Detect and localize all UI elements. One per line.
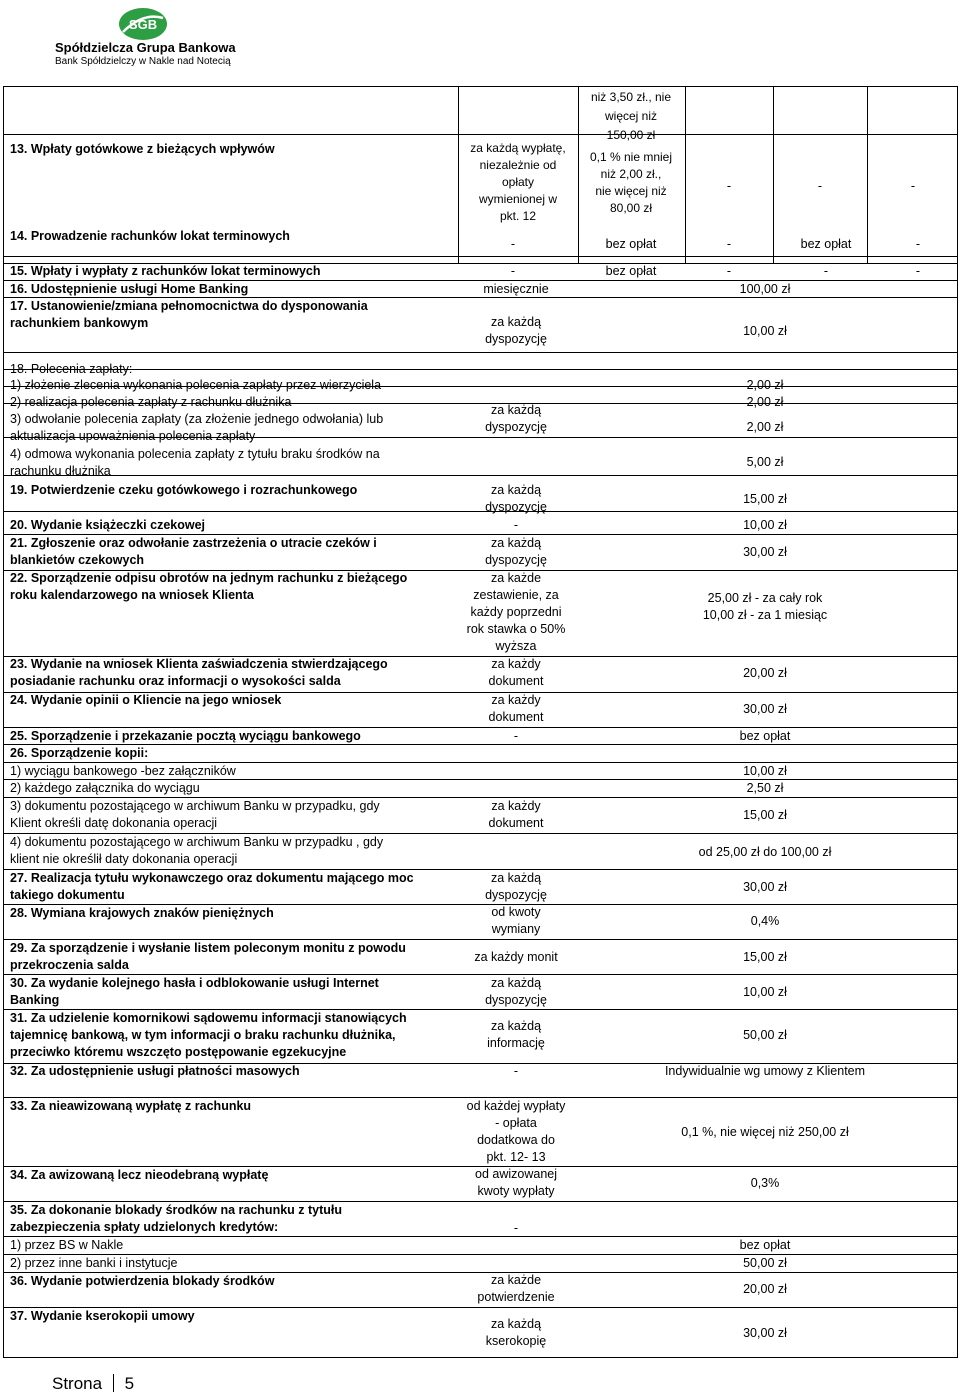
r37-unit: kserokopię (485, 1334, 547, 1348)
r32-label: 32. Za udostępnienie usługi płatności masowych (10, 1064, 300, 1078)
r24-unit: dokument (488, 710, 544, 724)
r27-label: 27. Realizacja tytułu wykonawczego oraz dokumentu mającego moc (10, 871, 414, 885)
r18_4-label: rachunku dłużnika (10, 464, 111, 478)
r35_1-fee: bez opłat (739, 1238, 791, 1252)
row-14-cell: bez opłat (800, 237, 852, 251)
r36-fee: 20,00 zł (743, 1282, 787, 1296)
r35_unit-unit: - (513, 1221, 519, 1235)
r25-fee: bez opłat (739, 729, 791, 743)
r30-unit: za każdą (490, 976, 542, 990)
r28-fee: 0,4% (750, 914, 780, 928)
r27-unit: dyspozycję (485, 888, 547, 902)
r22-label: 22. Sporządzenie odpisu obrotów na jednym rachunku z bieżącego (10, 571, 408, 585)
r17-unit: dyspozycję (485, 332, 547, 346)
r35-label: 35. Za dokonanie blokady środków na rachunku z tytułu (10, 1203, 343, 1217)
r29-fee: 15,00 zł (743, 950, 787, 964)
r23-label: posiadanie rachunku oraz informacji o wysokości salda (10, 674, 341, 688)
r20-fee: 10,00 zł (743, 518, 787, 532)
logo-abbr: SGB (128, 17, 158, 32)
row-14-cell: - (510, 237, 516, 251)
r28-label: 28. Wymiana krajowych znaków pieniężnych (10, 906, 274, 920)
row-13-dash: - (817, 179, 823, 193)
r30-label: Banking (10, 993, 60, 1007)
row-13-fee-pct: nie więcej niż (595, 184, 667, 198)
r16-unit: miesięcznie (483, 282, 549, 296)
r31-label: tajemnicę bankową, w tym informacji o braku rachunku dłużnika, (10, 1028, 396, 1042)
r23-unit: dokument (488, 674, 544, 688)
r21-fee: 30,00 zł (743, 545, 787, 559)
r29-unit: za każdy monit (474, 950, 558, 964)
r26_2-label: 2) każdego załącznika do wyciągu (10, 781, 200, 795)
r26_unit-unit: dokument (488, 816, 544, 830)
r26_1-fee: 10,00 zł (743, 764, 787, 778)
r24-fee: 30,00 zł (743, 702, 787, 716)
page-footer (52, 1374, 134, 1394)
r36-label: 36. Wydanie potwierdzenia blokady środków (10, 1274, 275, 1288)
r33-fee: 0,1 %, nie więcej niż 250,00 zł (681, 1125, 849, 1139)
table-rule (3, 475, 958, 476)
r31-label: przeciwko któremu wszczęto postępowanie egzekucyjne (10, 1045, 347, 1059)
r34-unit: od awizowanej (475, 1167, 557, 1181)
row-14-cell: - (915, 237, 921, 251)
r33-unit: dodatkowa do (477, 1133, 555, 1147)
r35_1-label: 1) przez BS w Nakle (10, 1238, 124, 1252)
org-name: Spółdzielcza Grupa Bankowa (55, 40, 236, 55)
r30-label: 30. Za wydanie kolejnego hasła i odblokowanie usługi Internet (10, 976, 379, 990)
row-14-label: 14. Prowadzenie rachunków lokat terminowych (10, 229, 290, 243)
r23-label: 23. Wydanie na wniosek Klienta zaświadczenia stwierdzającego (10, 657, 388, 671)
r18_4-fee: 5,00 zł (746, 455, 784, 469)
table-rule (3, 256, 958, 257)
r29-label: przekroczenia salda (10, 958, 129, 972)
r18_2-label: 2) realizacja polecenia zapłaty z rachunku dłużnika (10, 395, 292, 409)
r18_1-fee: 2,00 zł (746, 378, 784, 392)
r17-unit: za każdą (490, 315, 542, 329)
r21-label: blankietów czekowych (10, 553, 145, 567)
r26_3-label: Klient określi datę dokonania operacji (10, 816, 218, 830)
r24-label: 24. Wydanie opinii o Kliencie na jego wniosek (10, 693, 282, 707)
r28-unit: wymiany (491, 922, 541, 936)
table-rule (3, 352, 958, 353)
r22-unit: zestawienie, za (473, 588, 559, 602)
r33-unit: pkt. 12- 13 (486, 1150, 546, 1164)
r22-fee: 10,00 zł - za 1 miesiąc (702, 608, 828, 622)
r18_1-label: 1) złożenie zlecenia wykonania polecenia zapłaty przez wierzyciela (10, 378, 382, 392)
r18_3-fee: 2,00 zł (746, 420, 784, 434)
r24-unit: za każdy (491, 693, 541, 707)
r28-unit: od kwoty (491, 905, 541, 919)
r22-unit: rok stawka o 50% (466, 622, 566, 636)
row-13-unit: opłaty (501, 175, 535, 189)
r18_4-label: 4) odmowa wykonania polecenia zapłaty z tytułu braku środków na (10, 447, 380, 461)
r20-label: 20. Wydanie książeczki czekowej (10, 518, 206, 532)
page-number: 5 (124, 1374, 135, 1393)
r18_unit-unit: za każdą (490, 403, 542, 417)
r17-fee: 10,00 zł (743, 324, 787, 338)
footer-divider (113, 1374, 114, 1392)
row-13-label: 13. Wpłaty gotówkowe z bieżących wpływów (10, 142, 275, 156)
r17-label: 17. Ustanowienie/zmiana pełnomocnictwa do dysponowania (10, 299, 368, 313)
row-15-label: 15. Wpłaty i wypłaty z rachunków lokat terminowych (10, 264, 321, 278)
r19-fee: 15,00 zł (743, 492, 787, 506)
r26_4-label: klient nie określił daty dokonania operacji (10, 852, 238, 866)
row-13-fee-pct: 0,1 % nie mniej (589, 150, 673, 164)
r19-unit: za każdą (490, 483, 542, 497)
r26_3-label: 3) dokumentu pozostającego w archiwum Banku w przypadku, gdy (10, 799, 380, 813)
sgb-logo-icon (117, 6, 169, 42)
r34-fee: 0,3% (750, 1176, 780, 1190)
r23-unit: za każdy (491, 657, 541, 671)
r16-label: 16. Udostępnienie usługi Home Banking (10, 282, 249, 296)
r34-unit: kwoty wypłaty (477, 1184, 555, 1198)
r26_2-fee: 2,50 zł (746, 781, 784, 795)
r32-unit: - (513, 1064, 519, 1078)
row-13-fee-min: więcej niż (604, 109, 658, 123)
r30-fee: 10,00 zł (743, 985, 787, 999)
r25-unit: - (513, 729, 519, 743)
row-15-cell: bez opłat (605, 264, 657, 278)
r35_2-fee: 50,00 zł (743, 1256, 787, 1270)
r34-label: 34. Za awizowaną lecz nieodebraną wypłatę (10, 1168, 269, 1182)
r33-unit: od każdej wypłaty (466, 1099, 566, 1113)
row-13-fee-min: niż 3,50 zł., nie (590, 90, 672, 104)
r30-unit: dyspozycję (485, 993, 547, 1007)
r22-label: roku kalendarzowego na wniosek Klienta (10, 588, 254, 602)
r27-unit: za każdą (490, 871, 542, 885)
r36-unit: za każde (490, 1273, 542, 1287)
r37-unit: za każdą (490, 1317, 542, 1331)
row-15-cell: - (823, 264, 829, 278)
r26_4-label: 4) dokumentu pozostającego w archiwum Banku w przypadku , gdy (10, 835, 384, 849)
r21-label: 21. Zgłoszenie oraz odwołanie zastrzeżenia o utracie czeków i (10, 536, 377, 550)
row-13-fee-pct: 80,00 zł (609, 201, 653, 215)
r36-unit: potwierdzenie (477, 1290, 555, 1304)
r26_4-fee: od 25,00 zł do 100,00 zł (698, 845, 832, 859)
r27-fee: 30,00 zł (743, 880, 787, 894)
r19-label: 19. Potwierdzenie czeku gotówkowego i rozrachunkowego (10, 483, 358, 497)
r19-unit: dyspozycję (485, 500, 547, 514)
r26_unit-unit: za każdy (491, 799, 541, 813)
row-13-unit: za każdą wypłatę, (470, 141, 566, 155)
r16-fee: 100,00 zł (739, 282, 791, 296)
r18_2-fee: 2,00 zł (746, 395, 784, 409)
r35-label: zabezpieczenia spłaty udzielonych kredytów: (10, 1220, 279, 1234)
row-15-cell: - (915, 264, 921, 278)
row-14-cell: bez opłat (605, 237, 657, 251)
r22-unit: każdy poprzedni (470, 605, 562, 619)
row-15-cell: - (726, 264, 732, 278)
row-13-unit: wymienionej w (478, 192, 558, 206)
r18-label: 18. Polecenia zapłaty: (10, 362, 133, 376)
row-13-fee-pct: niż 2,00 zł., (600, 167, 662, 181)
row-13-fee-min: 150,00 zł (606, 128, 656, 142)
r37-label: 37. Wydanie kserokopii umowy (10, 1309, 195, 1323)
r18_3-label: 3) odwołanie polecenia zapłaty (za złożenie jednego odwołania) lub (10, 412, 384, 426)
r29-label: 29. Za sporządzenie i wysłanie listem poleconym monitu z powodu (10, 941, 406, 955)
r21-unit: za każdą (490, 536, 542, 550)
r23-fee: 20,00 zł (743, 666, 787, 680)
row-14-cell: - (726, 237, 732, 251)
r27-label: takiego dokumentu (10, 888, 125, 902)
sgb-logo (55, 6, 255, 68)
row-13-dash: - (726, 179, 732, 193)
r35_2-label: 2) przez inne banki i instytucje (10, 1256, 178, 1270)
row-13-dash: - (910, 179, 916, 193)
r22-fee: 25,00 zł - za cały rok (707, 591, 823, 605)
r32-fee: Indywidualnie wg umowy z Klientem (664, 1064, 866, 1078)
row-13-unit: pkt. 12 (499, 209, 537, 223)
r31-label: 31. Za udzielenie komornikowi sądowemu informacji stanowiących (10, 1011, 407, 1025)
r26_3-fee: 15,00 zł (743, 808, 787, 822)
row-15-cell: - (510, 264, 516, 278)
r31-unit: za każdą (490, 1019, 542, 1033)
r20-unit: - (513, 518, 519, 532)
r33-unit: - opłata (495, 1116, 537, 1130)
r33-label: 33. Za nieawizowaną wypłatę z rachunku (10, 1099, 252, 1113)
r17-label: rachunkiem bankowym (10, 316, 149, 330)
bank-name: Bank Spółdzielczy w Nakle nad Notecią (55, 56, 231, 67)
r21-unit: dyspozycję (485, 553, 547, 567)
row-13-unit: niezależnie od (479, 158, 557, 172)
r22-unit: za każde (490, 571, 542, 585)
r18_3-label: aktualizacja upoważnienia polecenia zapłaty (10, 429, 256, 443)
r26-label: 26. Sporządzenie kopii: (10, 746, 149, 760)
r25-label: 25. Sporządzenie i przekazanie pocztą wyciągu bankowego (10, 729, 361, 743)
page-label: Strona (52, 1374, 103, 1393)
r22-unit: wyższa (495, 639, 537, 653)
r31-unit: informację (487, 1036, 545, 1050)
r31-fee: 50,00 zł (743, 1028, 787, 1042)
r37-fee: 30,00 zł (743, 1326, 787, 1340)
r18_unit-unit: dyspozycję (485, 420, 547, 434)
r26_1-label: 1) wyciągu bankowego -bez załączników (10, 764, 236, 778)
table-rule (3, 369, 958, 370)
